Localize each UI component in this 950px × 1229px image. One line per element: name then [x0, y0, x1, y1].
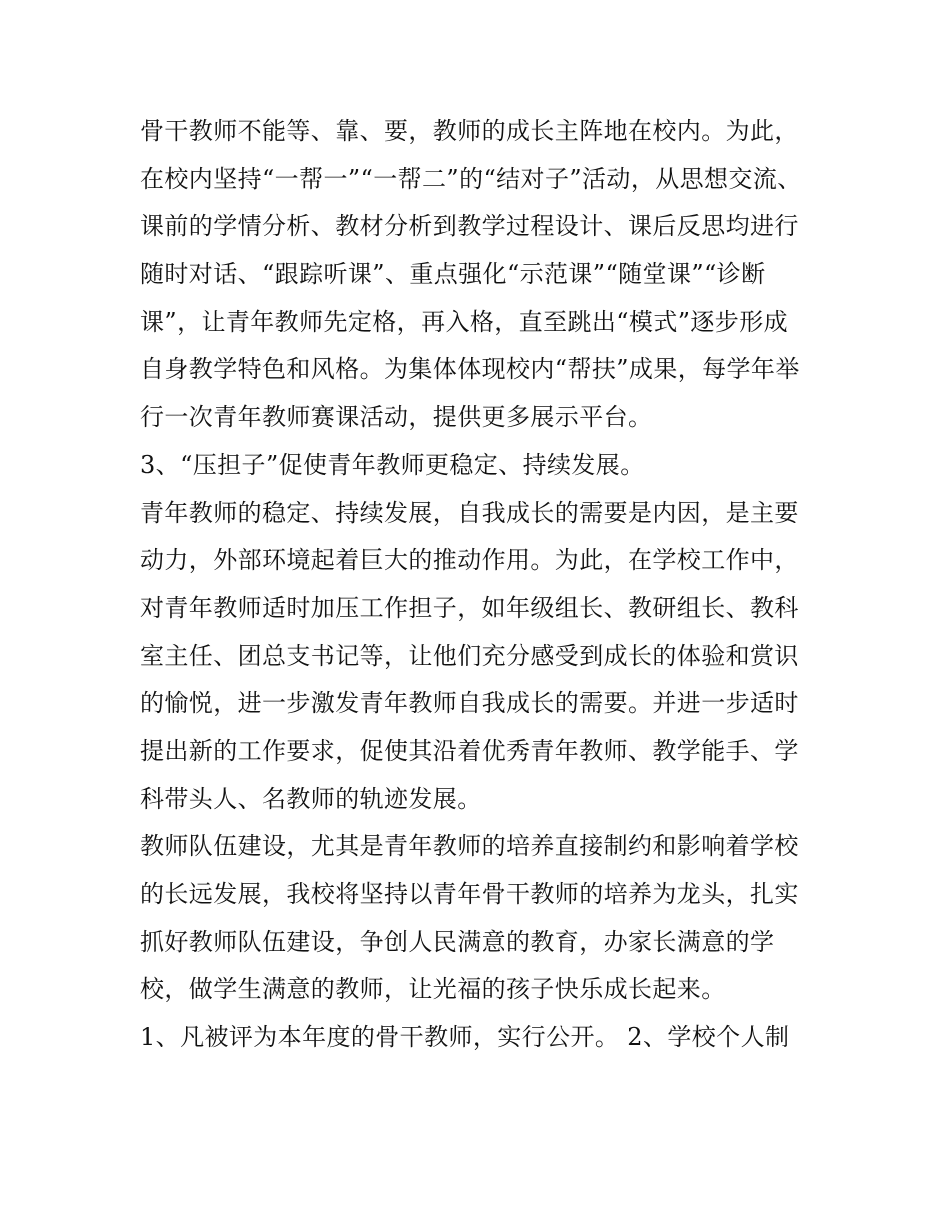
text-line: 对青年教师适时加压工作担子，如年级组长、教研组长、教科: [140, 593, 799, 622]
document-body: [140, 108, 830, 1062]
text-line: 的长远发展，我校将坚持以青年骨干教师的培养为龙头，扎实: [140, 880, 799, 908]
text-line: 青年教师的稳定、持续发展，自我成长的需要是内因，是主要: [140, 498, 799, 527]
text-line: 室主任、团总支书记等，让他们充分感受到成长的体验和赏识: [140, 641, 799, 670]
text-line: 教师队伍建设，尤其是青年教师的培养直接制约和影响着学校: [140, 832, 799, 861]
section-heading: 3、“压担子”促使青年教师更稳定、持续发展。: [140, 450, 645, 479]
text-line: 抓好教师队伍建设，争创人民满意的教育，办家长满意的学: [140, 927, 775, 956]
text-line: 自身教学特色和风格。为集体体现校内“帮扶”成果，每学年举: [140, 355, 800, 384]
text-line: 的愉悦，进一步激发青年教师自我成长的需要。并进一步适时: [140, 689, 799, 718]
text-line: 课”，让青年教师先定格，再入格，直至跳出“模式”逐步形成: [140, 307, 789, 336]
text-line: 随时对话、“跟踪听课”、重点强化“示范课”“随堂课”“诊断: [140, 260, 766, 289]
text-line: 行一次青年教师赛课活动，提供更多展示平台。: [140, 403, 653, 432]
text-line: 校，做学生满意的教师，让光福的孩子快乐成长起来。: [140, 975, 726, 1004]
text-line: 课前的学情分析、教材分析到教学过程设计、课后反思均进行: [140, 212, 799, 241]
text-line: 骨干教师不能等、靠、要，教师的成长主阵地在校内。为此，: [140, 117, 799, 145]
text-line: 在校内坚持“一帮一”“一帮二”的“结对子”活动，从思想交流、: [140, 164, 802, 193]
text-line: 1、凡被评为本年度的骨干教师，实行公开。 2、学校个人制: [140, 1023, 790, 1052]
text-line: 科带头人、名教师的轨迹发展。: [140, 784, 482, 813]
text-line: 动力，外部环境起着巨大的推动作用。为此，在学校工作中，: [140, 546, 799, 575]
text-line: 提出新的工作要求，促使其沿着优秀青年教师、教学能手、学: [140, 736, 799, 765]
